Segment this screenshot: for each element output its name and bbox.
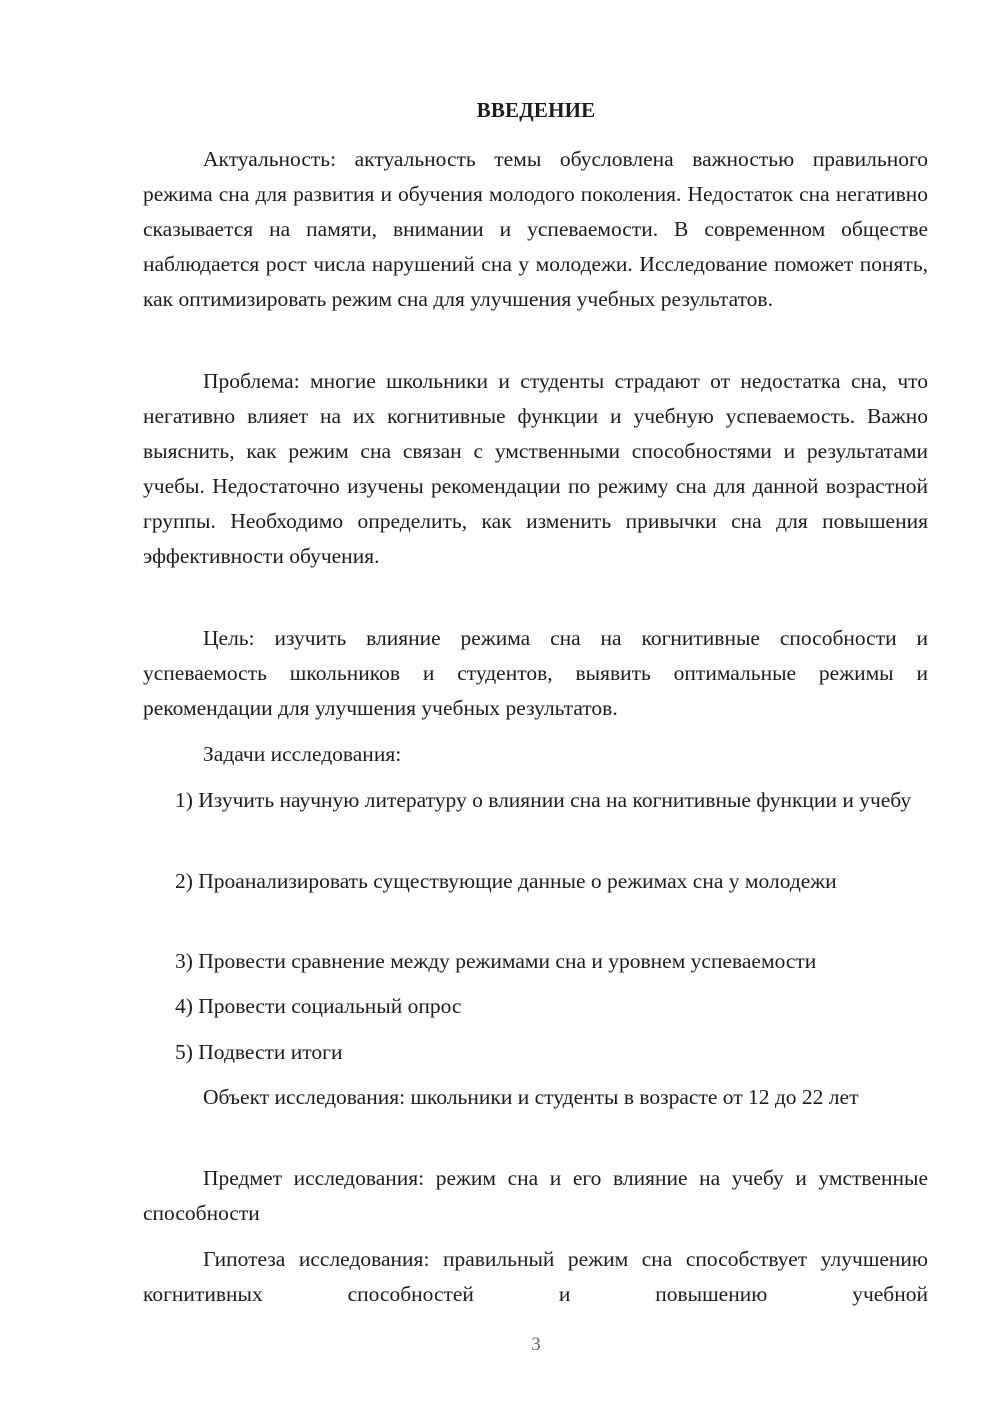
paragraph-text: Актуальность: актуальность темы обусловлена важностью правильного режима сна для развития и обучения молодого поколения. Недостаток сна негативно сказывается на памяти, внимании и успеваемости. В современном обществе наблюдается рост числа нарушений сна у молодежи. Исследование поможет понять, как оптимизировать режим сна для улучшения учебных результатов.: [143, 147, 928, 311]
paragraph-relevance: [143, 142, 928, 317]
paragraph-text: Гипотеза исследования: правильный режим сна способствует улучшению когнитивных способностей и повышению учебной: [143, 1247, 928, 1306]
paragraph-goal: [143, 621, 928, 726]
paragraph-text: Предмет исследования: режим сна и его влияние на учебу и умственные способности: [143, 1166, 928, 1225]
list-item-text: 5) Подвести итоги: [175, 1040, 343, 1064]
list-item: [143, 864, 928, 899]
page-number: 3: [531, 1334, 541, 1355]
list-item: [143, 783, 928, 818]
list-item: [143, 989, 928, 1024]
paragraph-hypothesis: [143, 1242, 928, 1312]
list-item-text: 4) Провести социальный опрос: [175, 994, 462, 1018]
paragraph-subject: [143, 1161, 928, 1231]
paragraph-text: Проблема: многие школьники и студенты страдают от недостатка сна, что негативно влияет на их когнитивные функции и учебную успеваемость. Важно выяснить, как режим сна связан с умственными способностями и результатами учебы. Недостаточно изучены рекомендации по режиму сна для данной возрастной группы. Необходимо определить, как изменить привычки сна для повышения эффективности обучения.: [143, 369, 928, 568]
paragraph-object: [143, 1080, 928, 1115]
list-item: [143, 1035, 928, 1070]
list-item-text: 3) Провести сравнение между режимами сна и уровнем успеваемости: [175, 949, 817, 973]
paragraph-text: Цель: изучить влияние режима сна на когнитивные способности и успеваемость школьников и студентов, выявить оптимальные режимы и рекомендации для улучшения учебных результатов.: [143, 626, 928, 720]
paragraph-problem: [143, 364, 928, 574]
paragraph-text: Объект исследования: школьники и студенты в возрасте от 12 до 22 лет: [203, 1085, 859, 1109]
paragraph-tasks-heading: [143, 737, 928, 772]
list-item-text: 1) Изучить научную литературу о влиянии сна на когнитивные функции и учебу: [175, 788, 912, 812]
page-title: ВВЕДЕНИЕ: [476, 98, 596, 122]
paragraph-text: Задачи исследования:: [203, 742, 402, 766]
list-item-text: 2) Проанализировать существующие данные о режимах сна у молодежи: [175, 869, 837, 893]
list-item: [143, 944, 928, 979]
